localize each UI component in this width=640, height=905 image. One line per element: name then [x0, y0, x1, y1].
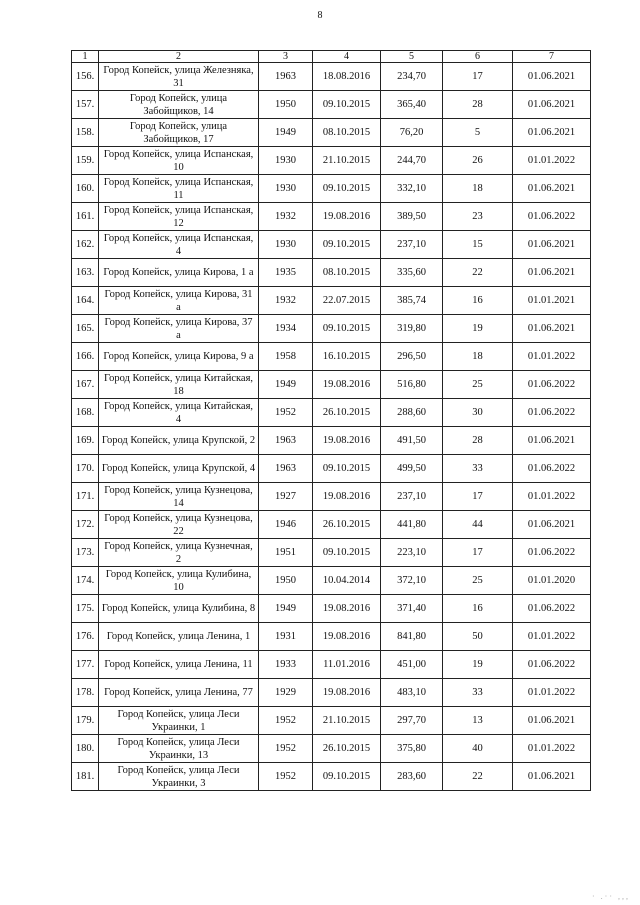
- column-header: 6: [443, 51, 513, 63]
- row-number: 171.: [72, 483, 99, 511]
- area-cell: 389,50: [381, 203, 443, 231]
- row-number: 179.: [72, 707, 99, 735]
- date-cell: 08.10.2015: [313, 119, 381, 147]
- date-cell: 09.10.2015: [313, 539, 381, 567]
- deadline-cell: 01.01.2022: [513, 343, 591, 371]
- deadline-cell: 01.06.2022: [513, 203, 591, 231]
- count-cell: 33: [443, 679, 513, 707]
- year-cell: 1952: [259, 763, 313, 791]
- row-number: 166.: [72, 343, 99, 371]
- table-row: [72, 175, 591, 203]
- deadline-cell: 01.06.2021: [513, 259, 591, 287]
- row-number: 174.: [72, 567, 99, 595]
- column-header: 3: [259, 51, 313, 63]
- year-cell: 1930: [259, 231, 313, 259]
- date-cell: 21.10.2015: [313, 147, 381, 175]
- table-row: [72, 679, 591, 707]
- row-number: 176.: [72, 623, 99, 651]
- row-number: 181.: [72, 763, 99, 791]
- table-row: [72, 455, 591, 483]
- count-cell: 17: [443, 539, 513, 567]
- column-header: 4: [313, 51, 381, 63]
- date-cell: 09.10.2015: [313, 315, 381, 343]
- column-header: 7: [513, 51, 591, 63]
- deadline-cell: 01.06.2021: [513, 315, 591, 343]
- year-cell: 1929: [259, 679, 313, 707]
- address-cell: Город Копейск, улица Испанская, 4: [99, 231, 259, 259]
- area-cell: 335,60: [381, 259, 443, 287]
- year-cell: 1951: [259, 539, 313, 567]
- year-cell: 1952: [259, 399, 313, 427]
- table-row: [72, 567, 591, 595]
- table-row: [72, 539, 591, 567]
- area-cell: 441,80: [381, 511, 443, 539]
- deadline-cell: 01.06.2022: [513, 595, 591, 623]
- address-cell: Город Копейск, улица Леси Украинки, 3: [99, 763, 259, 791]
- address-cell: Город Копейск, улица Крупской, 2: [99, 427, 259, 455]
- table-row: [72, 91, 591, 119]
- deadline-cell: 01.06.2021: [513, 63, 591, 91]
- count-cell: 28: [443, 91, 513, 119]
- area-cell: 491,50: [381, 427, 443, 455]
- count-cell: 33: [443, 455, 513, 483]
- address-cell: Город Копейск, улица Забойщиков, 17: [99, 119, 259, 147]
- count-cell: 22: [443, 259, 513, 287]
- deadline-cell: 01.06.2022: [513, 371, 591, 399]
- row-number: 172.: [72, 511, 99, 539]
- count-cell: 25: [443, 371, 513, 399]
- address-cell: Город Копейск, улица Крупской, 4: [99, 455, 259, 483]
- date-cell: 19.08.2016: [313, 427, 381, 455]
- date-cell: 09.10.2015: [313, 175, 381, 203]
- deadline-cell: 01.06.2021: [513, 511, 591, 539]
- row-number: 160.: [72, 175, 99, 203]
- address-cell: Город Копейск, улица Ленина, 11: [99, 651, 259, 679]
- count-cell: 30: [443, 399, 513, 427]
- count-cell: 19: [443, 651, 513, 679]
- area-cell: 371,40: [381, 595, 443, 623]
- year-cell: 1930: [259, 175, 313, 203]
- table-row: [72, 735, 591, 763]
- count-cell: 28: [443, 427, 513, 455]
- area-cell: 332,10: [381, 175, 443, 203]
- address-cell: Город Копейск, улица Леси Украинки, 13: [99, 735, 259, 763]
- row-number: 169.: [72, 427, 99, 455]
- deadline-cell: 01.01.2022: [513, 483, 591, 511]
- area-cell: 237,10: [381, 483, 443, 511]
- area-cell: 483,10: [381, 679, 443, 707]
- page-number: 8: [317, 10, 323, 21]
- deadline-cell: 01.01.2022: [513, 679, 591, 707]
- date-cell: 09.10.2015: [313, 455, 381, 483]
- row-number: 162.: [72, 231, 99, 259]
- area-cell: 375,80: [381, 735, 443, 763]
- year-cell: 1932: [259, 287, 313, 315]
- deadline-cell: 01.06.2021: [513, 91, 591, 119]
- area-cell: 516,80: [381, 371, 443, 399]
- deadline-cell: 01.06.2021: [513, 119, 591, 147]
- row-number: 158.: [72, 119, 99, 147]
- area-cell: 234,70: [381, 63, 443, 91]
- area-cell: 76,20: [381, 119, 443, 147]
- count-cell: 16: [443, 287, 513, 315]
- deadline-cell: 01.01.2022: [513, 147, 591, 175]
- area-cell: 372,10: [381, 567, 443, 595]
- row-number: 159.: [72, 147, 99, 175]
- table-row: [72, 427, 591, 455]
- area-cell: 297,70: [381, 707, 443, 735]
- date-cell: 11.01.2016: [313, 651, 381, 679]
- address-cell: Город Копейск, улица Испанская, 12: [99, 203, 259, 231]
- row-number: 157.: [72, 91, 99, 119]
- scan-noise: · .·· ,,,: [592, 892, 630, 901]
- date-cell: 09.10.2015: [313, 91, 381, 119]
- row-number: 173.: [72, 539, 99, 567]
- year-cell: 1927: [259, 483, 313, 511]
- date-cell: 09.10.2015: [313, 231, 381, 259]
- address-cell: Город Копейск, улица Кирова, 31 а: [99, 287, 259, 315]
- header-row: [72, 51, 591, 63]
- area-cell: 223,10: [381, 539, 443, 567]
- area-cell: 385,74: [381, 287, 443, 315]
- deadline-cell: 01.06.2021: [513, 427, 591, 455]
- table-row: [72, 371, 591, 399]
- address-cell: Город Копейск, улица Испанская, 11: [99, 175, 259, 203]
- count-cell: 44: [443, 511, 513, 539]
- count-cell: 5: [443, 119, 513, 147]
- address-cell: Город Копейск, улица Китайская, 4: [99, 399, 259, 427]
- address-cell: Город Копейск, улица Леси Украинки, 1: [99, 707, 259, 735]
- address-cell: Город Копейск, улица Кулибина, 8: [99, 595, 259, 623]
- date-cell: 09.10.2015: [313, 763, 381, 791]
- table-row: [72, 343, 591, 371]
- deadline-cell: 01.06.2022: [513, 539, 591, 567]
- year-cell: 1934: [259, 315, 313, 343]
- table-row: [72, 203, 591, 231]
- deadline-cell: 01.06.2022: [513, 651, 591, 679]
- count-cell: 13: [443, 707, 513, 735]
- table-row: [72, 287, 591, 315]
- date-cell: 19.08.2016: [313, 483, 381, 511]
- housing-registry-table: [71, 50, 591, 791]
- row-number: 163.: [72, 259, 99, 287]
- date-cell: 08.10.2015: [313, 259, 381, 287]
- year-cell: 1932: [259, 203, 313, 231]
- year-cell: 1935: [259, 259, 313, 287]
- year-cell: 1950: [259, 567, 313, 595]
- count-cell: 17: [443, 483, 513, 511]
- deadline-cell: 01.06.2022: [513, 399, 591, 427]
- area-cell: 283,60: [381, 763, 443, 791]
- address-cell: Город Копейск, улица Китайская, 18: [99, 371, 259, 399]
- address-cell: Город Копейск, улица Ленина, 77: [99, 679, 259, 707]
- date-cell: 16.10.2015: [313, 343, 381, 371]
- table-row: [72, 623, 591, 651]
- count-cell: 18: [443, 343, 513, 371]
- date-cell: 26.10.2015: [313, 511, 381, 539]
- row-number: 164.: [72, 287, 99, 315]
- row-number: 180.: [72, 735, 99, 763]
- area-cell: 841,80: [381, 623, 443, 651]
- row-number: 175.: [72, 595, 99, 623]
- table-row: [72, 231, 591, 259]
- area-cell: 499,50: [381, 455, 443, 483]
- address-cell: Город Копейск, улица Испанская, 10: [99, 147, 259, 175]
- area-cell: 288,60: [381, 399, 443, 427]
- deadline-cell: 01.06.2021: [513, 231, 591, 259]
- area-cell: 296,50: [381, 343, 443, 371]
- column-header: 1: [72, 51, 99, 63]
- deadline-cell: 01.06.2021: [513, 175, 591, 203]
- date-cell: 26.10.2015: [313, 735, 381, 763]
- deadline-cell: 01.01.2022: [513, 735, 591, 763]
- count-cell: 25: [443, 567, 513, 595]
- table-row: [72, 483, 591, 511]
- row-number: 170.: [72, 455, 99, 483]
- address-cell: Город Копейск, улица Кузнецова, 22: [99, 511, 259, 539]
- year-cell: 1949: [259, 595, 313, 623]
- date-cell: 19.08.2016: [313, 371, 381, 399]
- year-cell: 1930: [259, 147, 313, 175]
- date-cell: 19.08.2016: [313, 679, 381, 707]
- table-row: [72, 259, 591, 287]
- deadline-cell: 01.06.2022: [513, 455, 591, 483]
- year-cell: 1931: [259, 623, 313, 651]
- year-cell: 1963: [259, 427, 313, 455]
- count-cell: 40: [443, 735, 513, 763]
- date-cell: 22.07.2015: [313, 287, 381, 315]
- year-cell: 1949: [259, 371, 313, 399]
- address-cell: Город Копейск, улица Кирова, 1 а: [99, 259, 259, 287]
- date-cell: 26.10.2015: [313, 399, 381, 427]
- date-cell: 19.08.2016: [313, 623, 381, 651]
- table-row: [72, 651, 591, 679]
- count-cell: 16: [443, 595, 513, 623]
- date-cell: 18.08.2016: [313, 63, 381, 91]
- row-number: 165.: [72, 315, 99, 343]
- deadline-cell: 01.01.2022: [513, 623, 591, 651]
- table-body: [72, 63, 591, 791]
- address-cell: Город Копейск, улица Кирова, 9 а: [99, 343, 259, 371]
- area-cell: 365,40: [381, 91, 443, 119]
- year-cell: 1946: [259, 511, 313, 539]
- table-row: [72, 147, 591, 175]
- count-cell: 23: [443, 203, 513, 231]
- count-cell: 50: [443, 623, 513, 651]
- address-cell: Город Копейск, улица Ленина, 1: [99, 623, 259, 651]
- row-number: 177.: [72, 651, 99, 679]
- deadline-cell: 01.06.2021: [513, 707, 591, 735]
- row-number: 178.: [72, 679, 99, 707]
- year-cell: 1950: [259, 91, 313, 119]
- date-cell: 10.04.2014: [313, 567, 381, 595]
- area-cell: 244,70: [381, 147, 443, 175]
- area-cell: 237,10: [381, 231, 443, 259]
- year-cell: 1952: [259, 735, 313, 763]
- column-header: 2: [99, 51, 259, 63]
- area-cell: 451,00: [381, 651, 443, 679]
- deadline-cell: 01.06.2021: [513, 763, 591, 791]
- address-cell: Город Копейск, улица Железняка, 31: [99, 63, 259, 91]
- table-row: [72, 707, 591, 735]
- table-row: [72, 511, 591, 539]
- area-cell: 319,80: [381, 315, 443, 343]
- address-cell: Город Копейск, улица Кузнецова, 14: [99, 483, 259, 511]
- table-row: [72, 595, 591, 623]
- date-cell: 19.08.2016: [313, 595, 381, 623]
- row-number: 156.: [72, 63, 99, 91]
- count-cell: 19: [443, 315, 513, 343]
- table-row: [72, 399, 591, 427]
- count-cell: 18: [443, 175, 513, 203]
- date-cell: 19.08.2016: [313, 203, 381, 231]
- table-row: [72, 63, 591, 91]
- year-cell: 1952: [259, 707, 313, 735]
- table-row: [72, 315, 591, 343]
- address-cell: Город Копейск, улица Забойщиков, 14: [99, 91, 259, 119]
- count-cell: 15: [443, 231, 513, 259]
- address-cell: Город Копейск, улица Кузнечная, 2: [99, 539, 259, 567]
- count-cell: 22: [443, 763, 513, 791]
- deadline-cell: 01.01.2020: [513, 567, 591, 595]
- year-cell: 1963: [259, 63, 313, 91]
- row-number: 161.: [72, 203, 99, 231]
- year-cell: 1949: [259, 119, 313, 147]
- address-cell: Город Копейск, улица Кирова, 37 а: [99, 315, 259, 343]
- address-cell: Город Копейск, улица Кулибина, 10: [99, 567, 259, 595]
- count-cell: 17: [443, 63, 513, 91]
- date-cell: 21.10.2015: [313, 707, 381, 735]
- year-cell: 1933: [259, 651, 313, 679]
- column-header: 5: [381, 51, 443, 63]
- year-cell: 1963: [259, 455, 313, 483]
- table-row: [72, 119, 591, 147]
- year-cell: 1958: [259, 343, 313, 371]
- count-cell: 26: [443, 147, 513, 175]
- row-number: 167.: [72, 371, 99, 399]
- table-row: [72, 763, 591, 791]
- row-number: 168.: [72, 399, 99, 427]
- deadline-cell: 01.01.2021: [513, 287, 591, 315]
